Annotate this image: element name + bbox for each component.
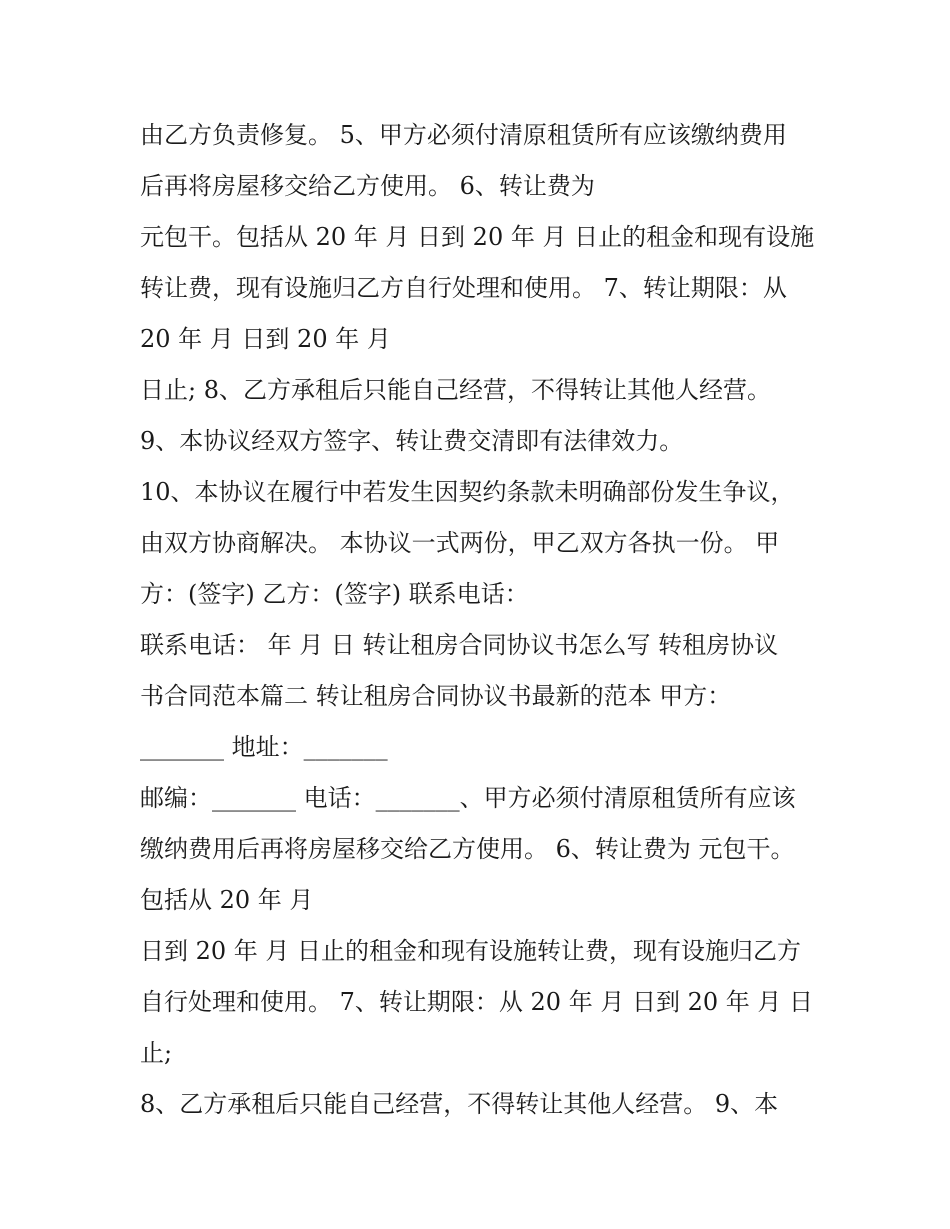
text-line: 日到 20 年 月 日止的租金和现有设施转让费，现有设施归乙方 (140, 937, 802, 965)
text-line: 后再将房屋移交给乙方使用。 6、转让费为 (140, 172, 595, 200)
text-line: 9、本协议经双方签字、转让费交清即有法律效力。 (140, 427, 684, 455)
text-line: 日止; 8、乙方承租后只能自己经营，不得转让其他人经营。 (140, 376, 771, 404)
text-line: 缴纳费用后再将房屋移交给乙方使用。 6、转让费为 元包干。 (140, 835, 795, 863)
text-line: 包括从 20 年 月 (140, 886, 314, 914)
text-line: 转让费，现有设施归乙方自行处理和使用。 7、转让期限：从 (140, 274, 787, 302)
text-line: 8、乙方承租后只能自己经营，不得转让其他人经营。 9、本 (140, 1090, 779, 1118)
text-line: 元包干。包括从 20 年 月 日到 20 年 月 日止的租金和现有设施 (140, 223, 815, 251)
text-line: 方：(签字) 乙方：(签字) 联系电话： (140, 580, 529, 608)
text-line: 联系电话： 年 月 日 转让租房合同协议书怎么写 转租房协议 (140, 631, 779, 659)
text-line: 止; (140, 1039, 173, 1067)
document-body (140, 110, 820, 1130)
text-line: 由乙方负责修复。 5、甲方必须付清原租赁所有应该缴纳费用 (140, 121, 787, 149)
text-line: 邮编：_______ 电话：_______、甲方必须付清原租赁所有应该 (140, 784, 796, 812)
text-line: _______ 地址：_______ (140, 733, 388, 761)
text-line: 书合同范本篇二 转让租房合同协议书最新的范本 甲方： (140, 682, 732, 710)
text-line: 20 年 月 日到 20 年 月 (140, 325, 391, 353)
text-line: 10、本协议在履行中若发生因契约条款未明确部份发生争议， (140, 478, 795, 506)
text-line: 自行处理和使用。 7、转让期限：从 20 年 月 日到 20 年 月 日 (140, 988, 814, 1016)
text-line: 由双方协商解决。 本协议一式两份，甲乙双方各执一份。 甲 (140, 529, 780, 557)
